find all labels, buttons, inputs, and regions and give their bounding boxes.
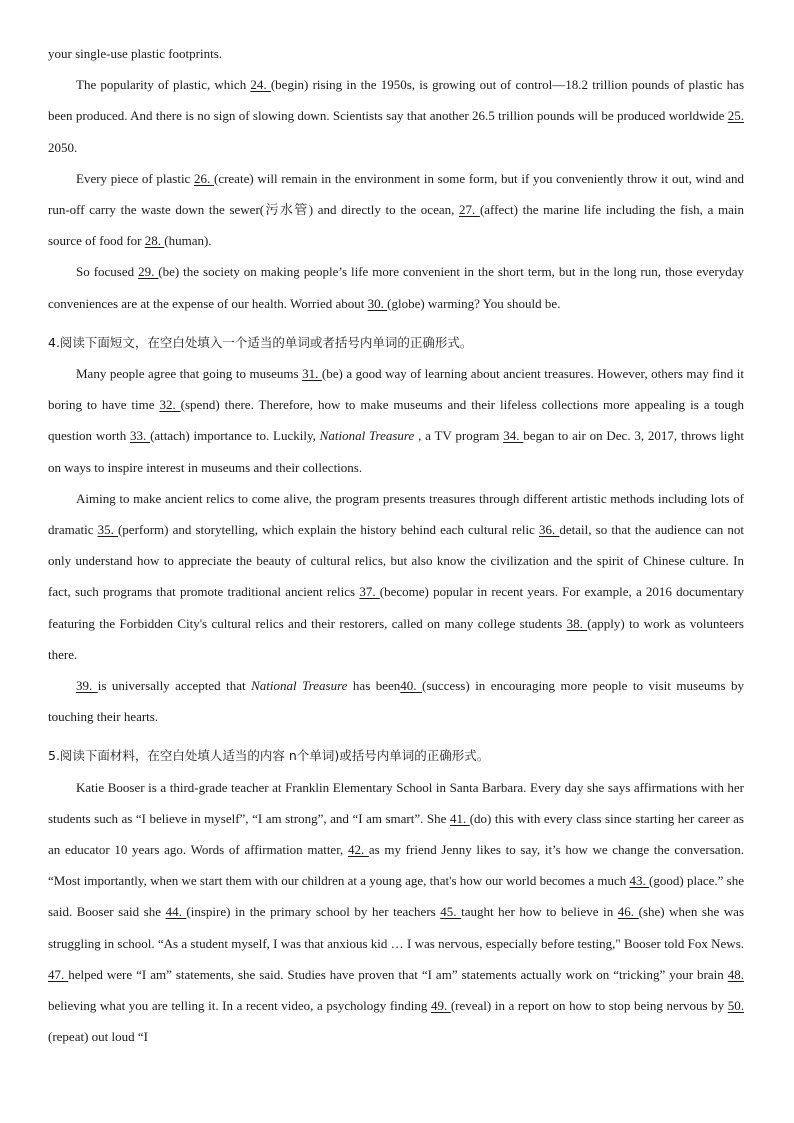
answer-blank[interactable]: 34.: [503, 428, 524, 444]
document-page: [48, 38, 744, 1053]
text-run: (create) will remain in the environment in some form, but if you conveniently throw it out, wind and run-off carry the waste down the sewer(污水管) and directly to the ocean,: [48, 170, 745, 218]
answer-blank[interactable]: 50.: [727, 998, 745, 1014]
text-run: (begin) rising in the 1950s, is growing out of control—18.2 trillion pounds of plastic has been produced. And there is no sign of slowing down. Scientists say that another 26.5 trillion pounds will be produced worldwide: [48, 77, 745, 124]
paragraph: [48, 163, 744, 257]
answer-blank[interactable]: 27.: [459, 202, 480, 218]
text-run: (human).: [164, 233, 212, 249]
answer-blank[interactable]: 24.: [250, 77, 271, 93]
text-run: your single-use plastic footprints.: [48, 46, 223, 61]
italic-title: National Treasure: [319, 428, 415, 444]
text-run: (perform) and storytelling, which explain the history behind each cultural relic: [117, 522, 540, 538]
text-run: taught her how to believe in: [461, 904, 618, 920]
paragraph: [48, 256, 744, 318]
text-run: Many people agree that going to museums: [76, 366, 303, 382]
text-run: has been: [347, 678, 401, 694]
text-run: 2050.: [48, 139, 78, 155]
text-run: (inspire) in the primary school by her teachers: [186, 904, 441, 920]
answer-blank[interactable]: 32.: [159, 397, 181, 413]
paragraph: [48, 670, 744, 732]
text-run: is universally accepted that: [97, 678, 252, 694]
paragraph: [48, 38, 744, 69]
text-run: helped were “I am” statements, she said. Studies have proven that “I am” statements actually work on “tricking” your brain: [68, 966, 728, 982]
text-run: Katie Booser is a third-grade teacher at Franklin Elementary School in Santa Barbara. Every day she says affirmations with her students such as “I believe in myself”, “I am strong”, and “I am smart”. She: [48, 779, 744, 826]
text-run: (do) this with every class since starting her career as an educator 10 years ago. Words of affirmation matter,: [48, 810, 744, 858]
answer-blank[interactable]: 29.: [138, 264, 159, 280]
paragraph: [48, 358, 744, 483]
text-run: (she) when she was struggling in school. “As a student myself, I was that anxious kid … I was nervous, especially before testing," Booser told Fox News.: [48, 904, 745, 951]
text-run: (reveal) in a report on how to stop being nervous by: [450, 998, 728, 1014]
answer-blank[interactable]: 44.: [165, 904, 187, 920]
text-run: The popularity of plastic, which: [76, 77, 251, 93]
section-heading: 4.阅读下面短文，在空白处填入一个适当的单词或者括号内单词的正确形式。: [48, 334, 473, 350]
text-run: (globe) warming? You should be.: [387, 295, 561, 311]
text-run: (spend) there. Therefore, how to make museums and their lifeless collections more appealing is a tough question worth: [48, 397, 745, 444]
text-run: So focused: [76, 264, 139, 280]
answer-blank[interactable]: 41.: [449, 810, 470, 826]
italic-title: National Treasure: [251, 678, 348, 694]
answer-blank[interactable]: 49.: [431, 998, 451, 1014]
text-run: Every piece of plastic: [76, 170, 195, 186]
text-run: as my friend Jenny likes to say, it’s how we change the conversation. “Most importantly, when we start them with our children at a young age, that's how our world becomes a much: [48, 842, 745, 889]
answer-blank[interactable]: 40.: [400, 678, 423, 694]
text-run: believing what you are telling it. In a recent video, a psychology finding: [48, 998, 431, 1014]
text-run: , a TV program: [414, 428, 504, 444]
answer-blank[interactable]: 38.: [566, 615, 588, 631]
answer-blank[interactable]: 30.: [367, 295, 388, 311]
text-run: (attach) importance to. Luckily,: [150, 428, 320, 444]
answer-blank[interactable]: 33.: [130, 428, 151, 444]
answer-blank[interactable]: 47.: [48, 966, 69, 982]
text-run: Aiming to make ancient relics to come alive, the program presents treasures through different artistic methods including lots of dramatic: [48, 490, 744, 538]
answer-blank[interactable]: 43.: [629, 873, 650, 889]
answer-blank[interactable]: 39.: [76, 678, 98, 694]
answer-blank[interactable]: 45.: [440, 904, 462, 920]
text-run: (repeat) out loud “I: [48, 1029, 148, 1045]
text-run: (success) in encouraging more people to visit museums by touching their hearts.: [48, 678, 745, 725]
text-run: (good) place.” she said. Booser said she: [48, 873, 744, 920]
paragraph: [48, 69, 744, 163]
answer-blank[interactable]: 36.: [539, 522, 560, 538]
section-heading: 5.阅读下面材料，在空白处填人适当的内容 n个单词)或括号内单词的正确形式。: [48, 748, 490, 764]
text-run: began to air on Dec. 3, 2017, throws light on ways to inspire interest in museums and their collections.: [48, 428, 745, 475]
paragraph: [48, 483, 744, 670]
answer-blank[interactable]: 31.: [302, 366, 322, 382]
answer-blank[interactable]: 42.: [347, 842, 369, 858]
answer-blank[interactable]: 28.: [144, 233, 165, 249]
text-run: (be) the society on making people’s life more convenient in the short term, but in the long run, those everyday conveniences are at the expense of our health. Worried about: [48, 264, 744, 311]
answer-blank[interactable]: 48.: [727, 966, 745, 982]
paragraph: [48, 772, 744, 1053]
text-run: (become) popular in recent years. For example, a 2016 documentary featuring the Forbidden City's cultural relics and their restorers, called on many college students: [48, 584, 745, 631]
text-run: (apply) to work as volunteers there.: [48, 615, 744, 662]
answer-blank[interactable]: 37.: [359, 584, 380, 600]
text-run: (be) a good way of learning about ancient treasures. However, others may find it boring to have time: [48, 366, 745, 413]
answer-blank[interactable]: 35.: [97, 522, 118, 538]
answer-blank[interactable]: 26.: [194, 170, 214, 186]
answer-blank[interactable]: 46.: [617, 904, 639, 920]
answer-blank[interactable]: 25.: [727, 108, 744, 124]
text-run: detail, so that the audience can not only understand how to appreciate the beauty of cultural relics, but also know the civilization and the spirit of Chinese culture. In fact, such programs that promote traditional ancient relics: [48, 522, 745, 600]
text-run: (affect) the marine life including the fish, a main source of food for: [48, 202, 744, 249]
